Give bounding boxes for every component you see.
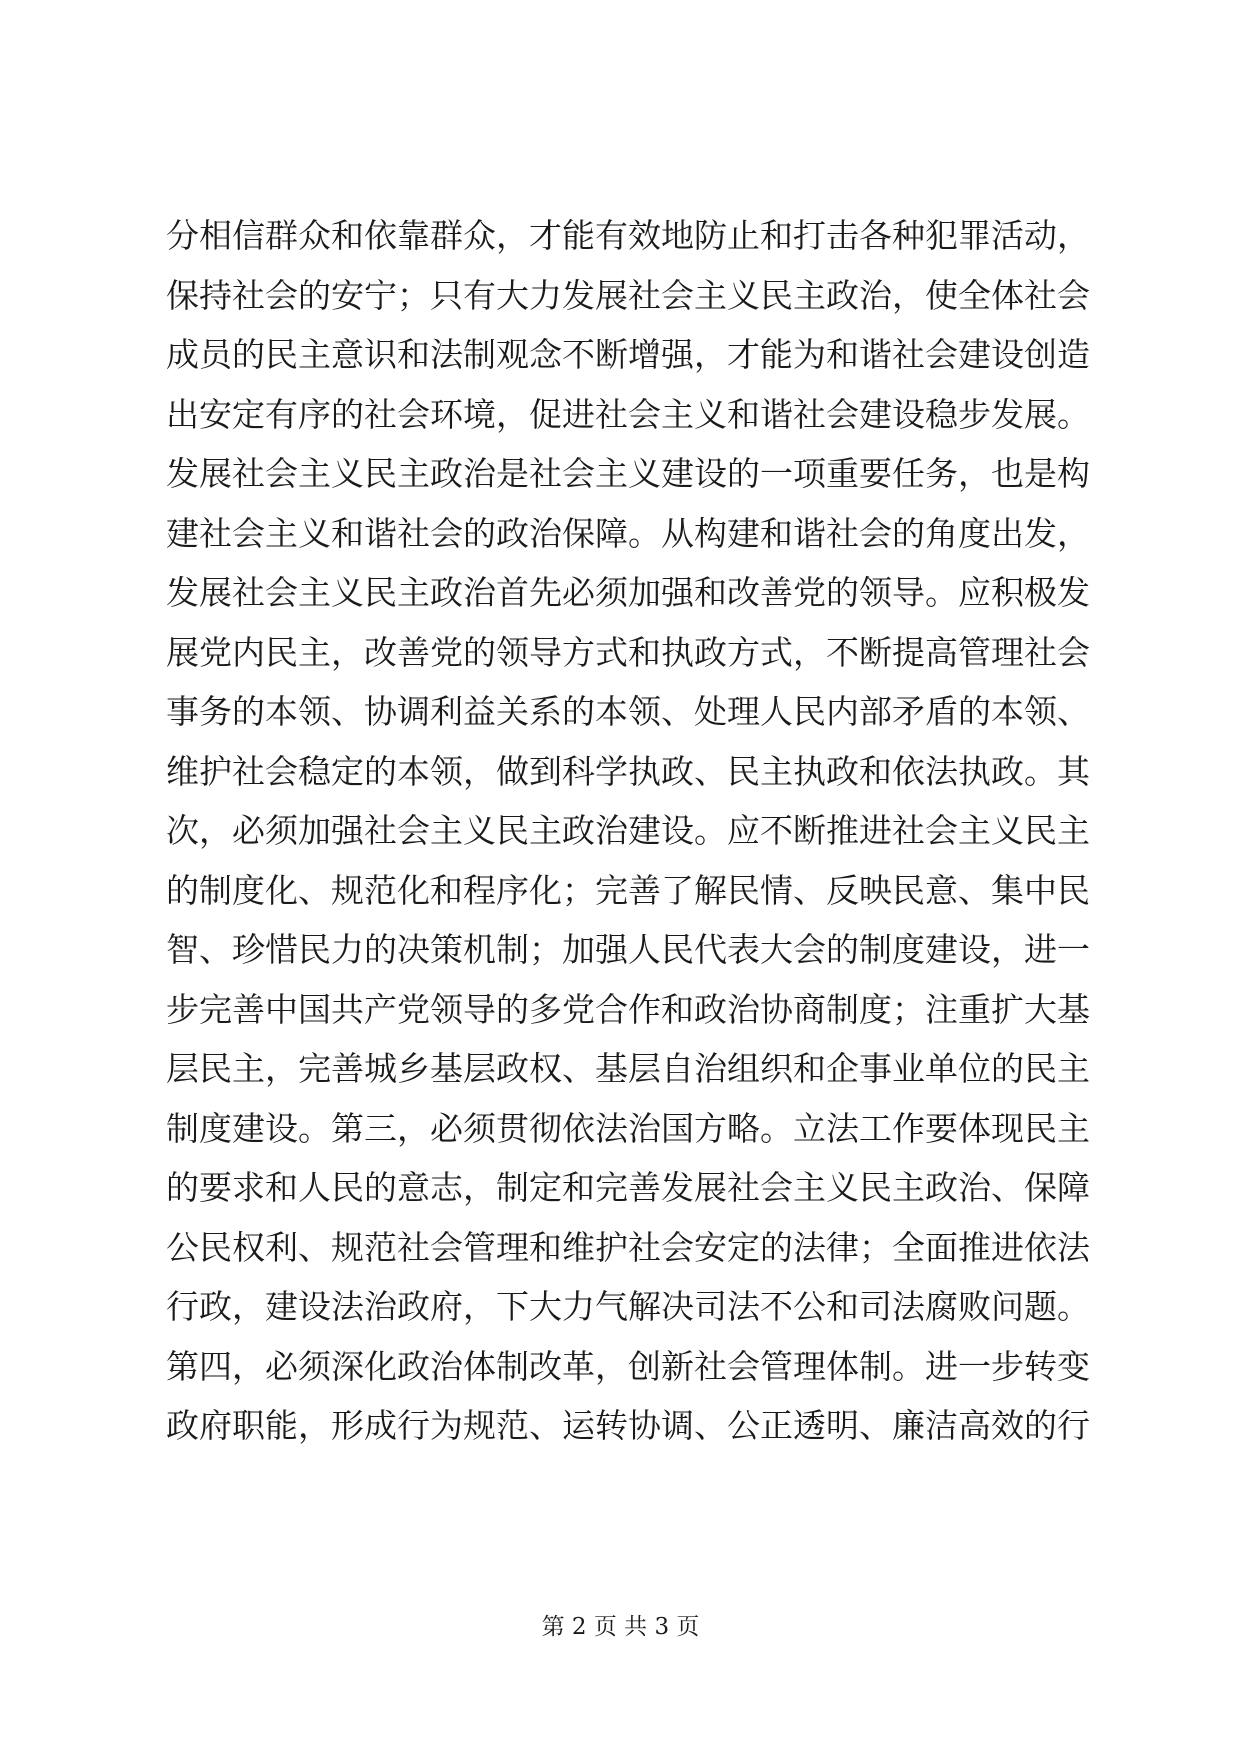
- text-line: 分相信群众和依靠群众，才能有效地防止和打击各种犯罪活动，: [166, 216, 1090, 255]
- text-line: 政府职能，形成行为规范、运转协调、公正透明、廉洁高效的行: [166, 1406, 1090, 1445]
- text-line: 层民主，完善城乡基层政权、基层自治组织和企事业单位的民主: [166, 1049, 1090, 1088]
- text-line: 出安定有序的社会环境，促进社会主义和谐社会建设稳步发展。: [166, 394, 1090, 434]
- text-line: 展党内民主，改善党的领导方式和执政方式，不断提高管理社会: [166, 632, 1090, 672]
- text-line: 智、珍惜民力的决策机制；加强人民代表大会的制度建设，进一: [166, 930, 1090, 969]
- text-line: 事务的本领、协调利益关系的本领、处理人民内部矛盾的本领、: [166, 692, 1090, 731]
- text-line: 发展社会主义民主政治首先必须加强和改善党的领导。应积极发: [166, 573, 1090, 612]
- text-line: 步完善中国共产党领导的多党合作和政治协商制度；注重扩大基: [166, 989, 1090, 1029]
- text-line: 保持社会的安宁；只有大力发展社会主义民主政治，使全体社会: [166, 275, 1090, 315]
- text-line: 公民权利、规范社会管理和维护社会安定的法律；全面推进依法: [166, 1227, 1090, 1267]
- text-line: 行政，建设法治政府，下大力气解决司法不公和司法腐败问题。: [166, 1287, 1090, 1326]
- text-line: 制度建设。第三，必须贯彻依法治国方略。立法工作要体现民主: [166, 1108, 1090, 1148]
- text-line: 第四，必须深化政治体制改革，创新社会管理体制。进一步转变: [166, 1346, 1090, 1386]
- text-line: 建社会主义和谐社会的政治保障。从构建和谐社会的角度出发，: [166, 513, 1090, 553]
- body-text: [166, 206, 1090, 1456]
- text-line: 的制度化、规范化和程序化；完善了解民情、反映民意、集中民: [166, 870, 1090, 910]
- text-line: 维护社会稳定的本领，做到科学执政、民主执政和依法执政。其: [166, 751, 1090, 791]
- text-line: 的要求和人民的意志，制定和完善发展社会主义民主政治、保障: [166, 1168, 1090, 1207]
- page-number-footer: 第 2 页 共 3 页: [541, 1614, 700, 1640]
- text-line: 次，必须加强社会主义民主政治建设。应不断推进社会主义民主: [166, 811, 1090, 850]
- text-line: 发展社会主义民主政治是社会主义建设的一项重要任务，也是构: [166, 454, 1090, 493]
- text-line: 成员的民主意识和法制观念不断增强，才能为和谐社会建设创造: [166, 335, 1090, 374]
